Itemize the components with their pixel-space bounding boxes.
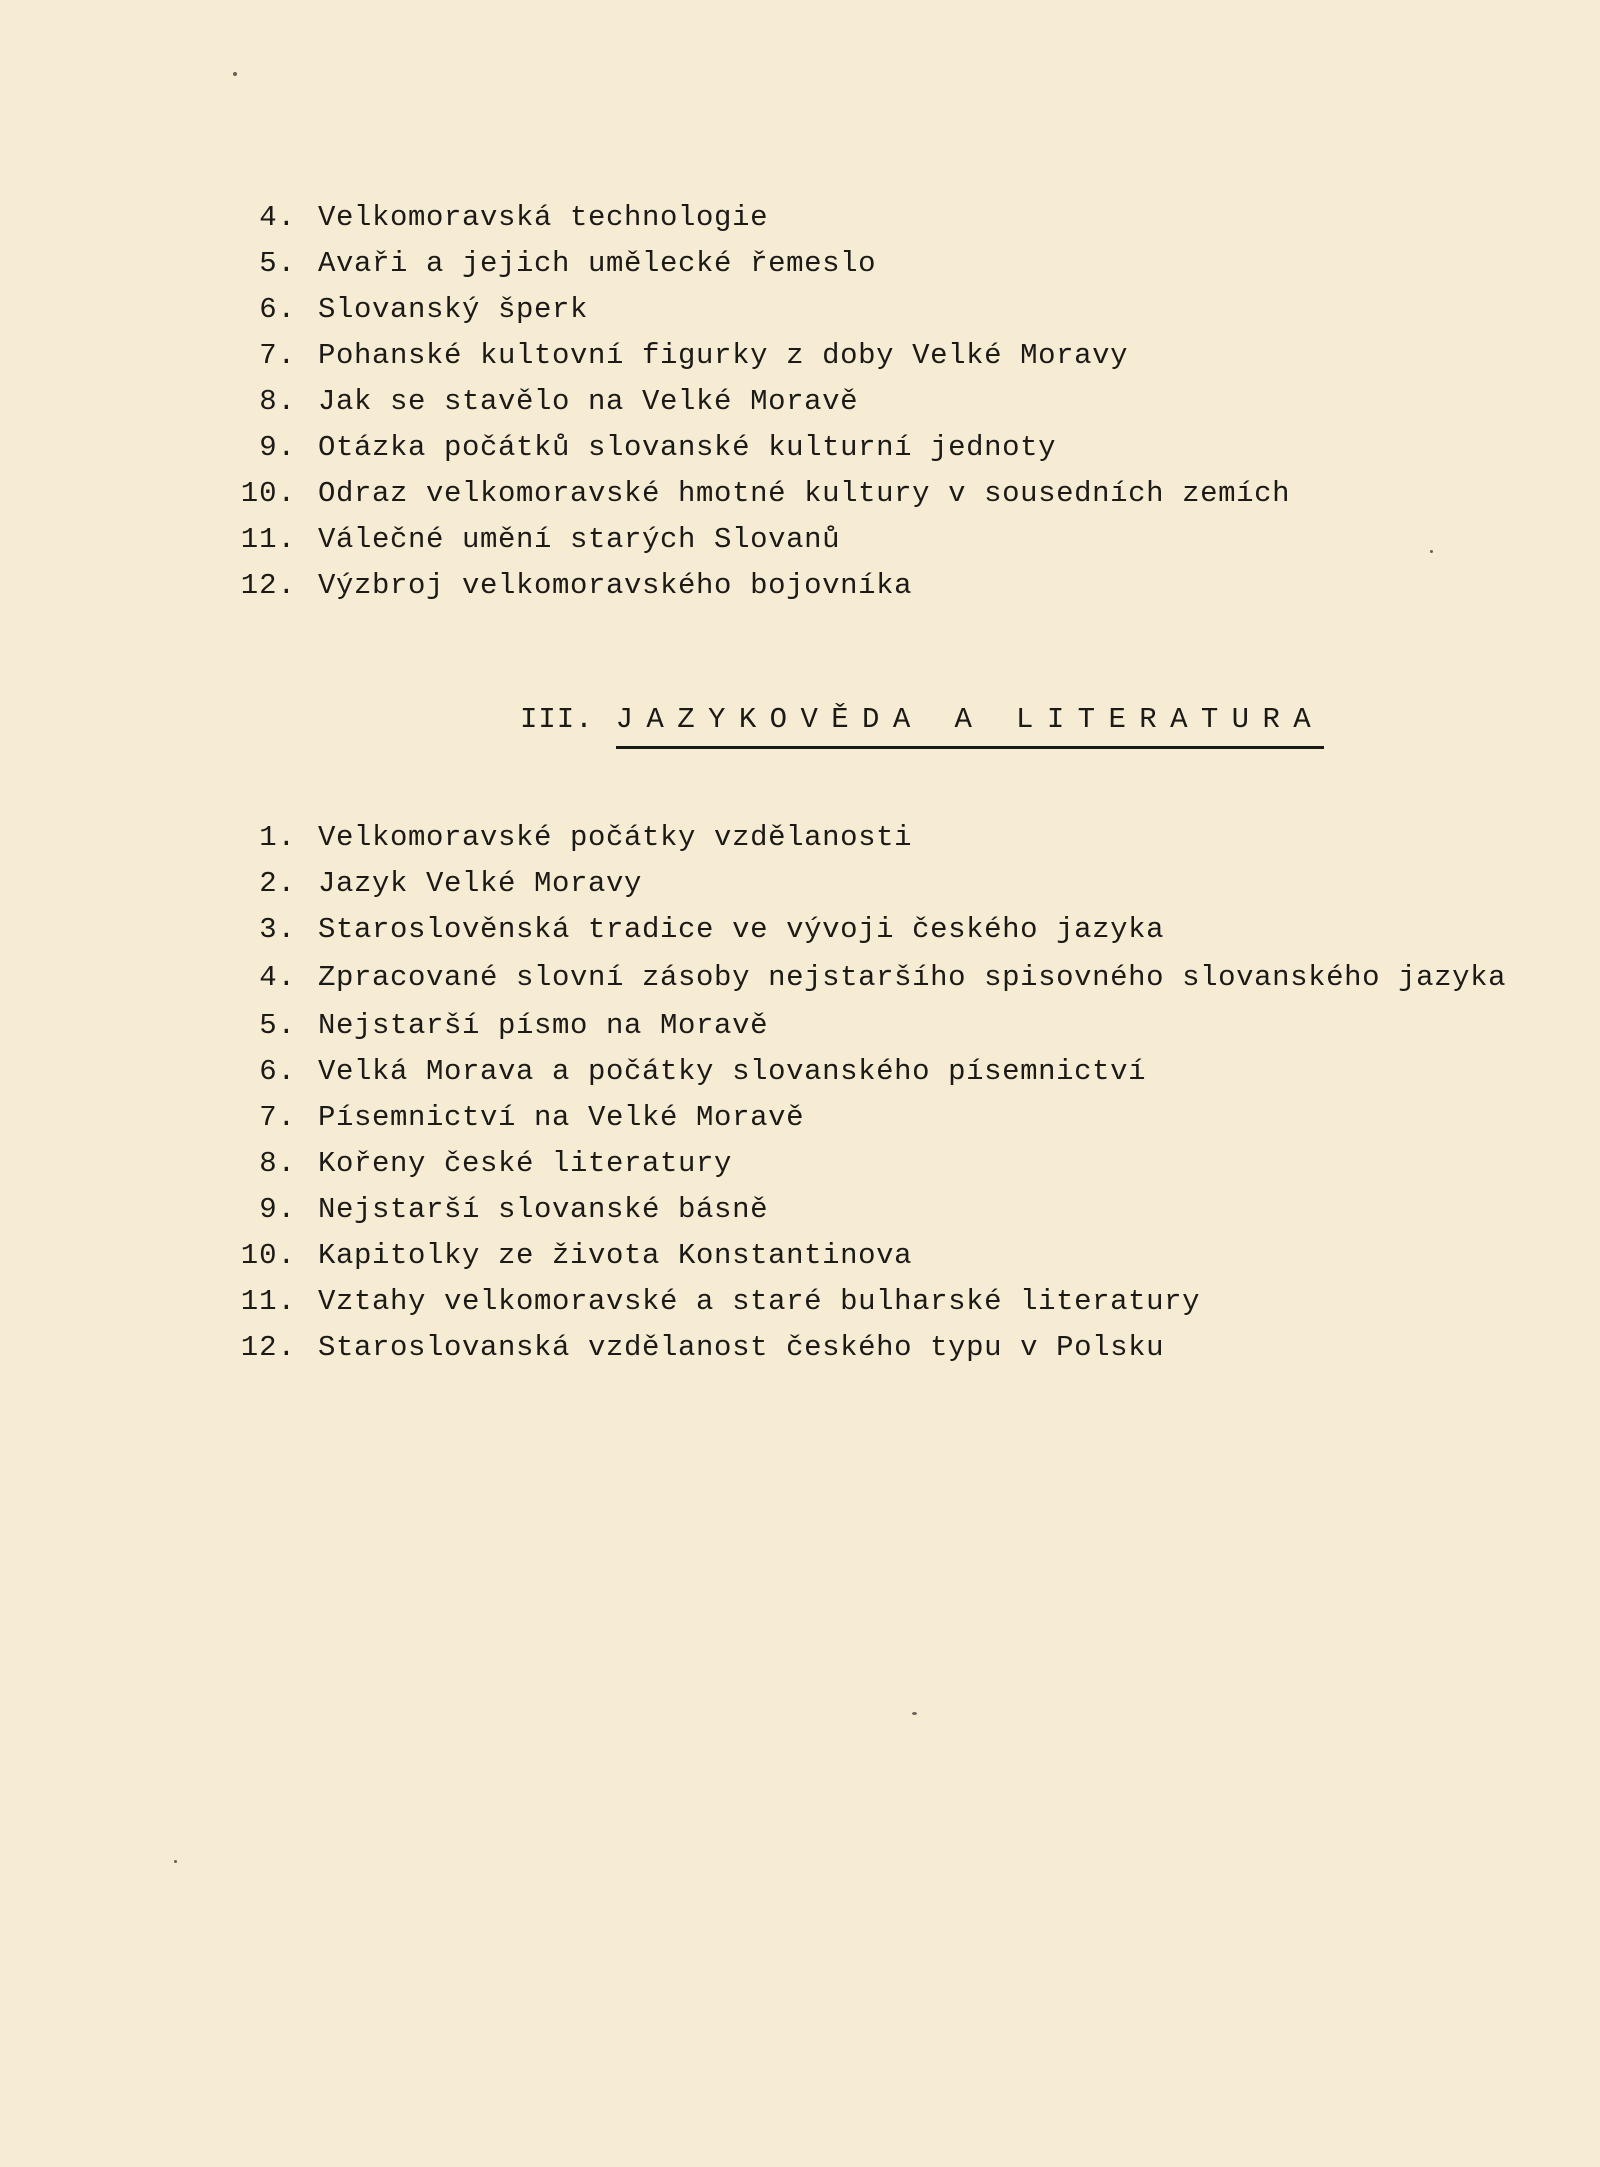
item-title: Písemnictví na Velké Moravě bbox=[318, 1101, 805, 1134]
item-number: 5. bbox=[259, 247, 296, 280]
item-number: 2. bbox=[259, 867, 296, 900]
item-number: 4. bbox=[259, 961, 296, 994]
section-iii-list bbox=[230, 815, 1530, 1371]
list-item bbox=[230, 1049, 1530, 1095]
item-title: Kořeny české literatury bbox=[318, 1147, 733, 1180]
item-number: 6. bbox=[259, 293, 296, 326]
item-title: Nejstarší slovanské básně bbox=[318, 1193, 769, 1226]
list-item bbox=[230, 241, 1530, 287]
list-item bbox=[230, 815, 1530, 861]
item-title: Výzbroj velkomoravského bojovníka bbox=[318, 569, 913, 602]
list-item bbox=[230, 563, 1530, 609]
item-number: 8. bbox=[259, 1147, 296, 1180]
list-item bbox=[230, 1141, 1530, 1187]
item-number: 10. bbox=[240, 1239, 296, 1272]
list-item bbox=[230, 1279, 1530, 1325]
item-title: Jazyk Velké Moravy bbox=[318, 867, 643, 900]
item-title: Slovanský šperk bbox=[318, 293, 589, 326]
item-number: 12. bbox=[240, 569, 296, 602]
list-item bbox=[230, 1233, 1530, 1279]
paper-speck bbox=[912, 1712, 917, 1715]
item-title: Staroslověnská tradice ve vývoji českého jazyka bbox=[318, 913, 1165, 946]
item-title: Velkomoravská technologie bbox=[318, 201, 769, 234]
item-title: Odraz velkomoravské hmotné kultury v sousedních zemích bbox=[318, 477, 1291, 510]
section-number: III. bbox=[520, 703, 594, 736]
item-number: 6. bbox=[259, 1055, 296, 1088]
item-title: Nejstarší písmo na Moravě bbox=[318, 1009, 769, 1042]
item-title: Vztahy velkomoravské a staré bulharské literatury bbox=[318, 1285, 1201, 1318]
list-item bbox=[230, 907, 1530, 953]
paper-speck bbox=[233, 72, 237, 76]
item-number: 9. bbox=[259, 1193, 296, 1226]
item-title: Pohanské kultovní figurky z doby Velké Moravy bbox=[318, 339, 1129, 372]
list-item bbox=[230, 1325, 1530, 1371]
paper-speck bbox=[1430, 550, 1433, 553]
item-number: 8. bbox=[259, 385, 296, 418]
item-title: Zpracované slovní zásoby nejstaršího spisovného slovanského jazyka bbox=[318, 961, 1507, 994]
list-item bbox=[230, 861, 1530, 907]
list-item bbox=[230, 517, 1530, 563]
item-title: Velkomoravské počátky vzdělanosti bbox=[318, 821, 913, 854]
item-title: Velká Morava a počátky slovanského písemnictví bbox=[318, 1055, 1147, 1088]
paper-speck bbox=[174, 1860, 177, 1863]
item-title: Válečné umění starých Slovanů bbox=[318, 523, 841, 556]
item-number: 12. bbox=[240, 1331, 296, 1364]
item-title: Jak se stavělo na Velké Moravě bbox=[318, 385, 859, 418]
section-heading bbox=[520, 700, 1324, 749]
list-item bbox=[230, 379, 1530, 425]
item-number: 4. bbox=[259, 201, 296, 234]
list-item bbox=[230, 1003, 1530, 1049]
item-number: 10. bbox=[240, 477, 296, 510]
item-number: 11. bbox=[240, 1285, 296, 1318]
item-number: 7. bbox=[259, 339, 296, 372]
list-item bbox=[230, 287, 1530, 333]
list-item bbox=[230, 1095, 1530, 1141]
item-number: 7. bbox=[259, 1101, 296, 1134]
item-number: 11. bbox=[240, 523, 296, 556]
item-title: Avaři a jejich umělecké řemeslo bbox=[318, 247, 877, 280]
list-item bbox=[230, 195, 1530, 241]
section-ii-list bbox=[230, 195, 1530, 609]
item-title: Otázka počátků slovanské kulturní jednoty bbox=[318, 431, 1057, 464]
list-item bbox=[230, 471, 1530, 517]
item-number: 5. bbox=[259, 1009, 296, 1042]
item-number: 3. bbox=[259, 913, 296, 946]
section-title: JAZYKOVĚDA A LITERATURA bbox=[616, 700, 1324, 749]
list-item bbox=[230, 333, 1530, 379]
item-title: Kapitolky ze života Konstantinova bbox=[318, 1239, 913, 1272]
item-number: 9. bbox=[259, 431, 296, 464]
item-title: Staroslovanská vzdělanost českého typu v Polsku bbox=[318, 1331, 1165, 1364]
item-number: 1. bbox=[259, 821, 296, 854]
list-item bbox=[230, 425, 1530, 471]
list-item bbox=[230, 1187, 1530, 1233]
list-item bbox=[230, 953, 1530, 1003]
